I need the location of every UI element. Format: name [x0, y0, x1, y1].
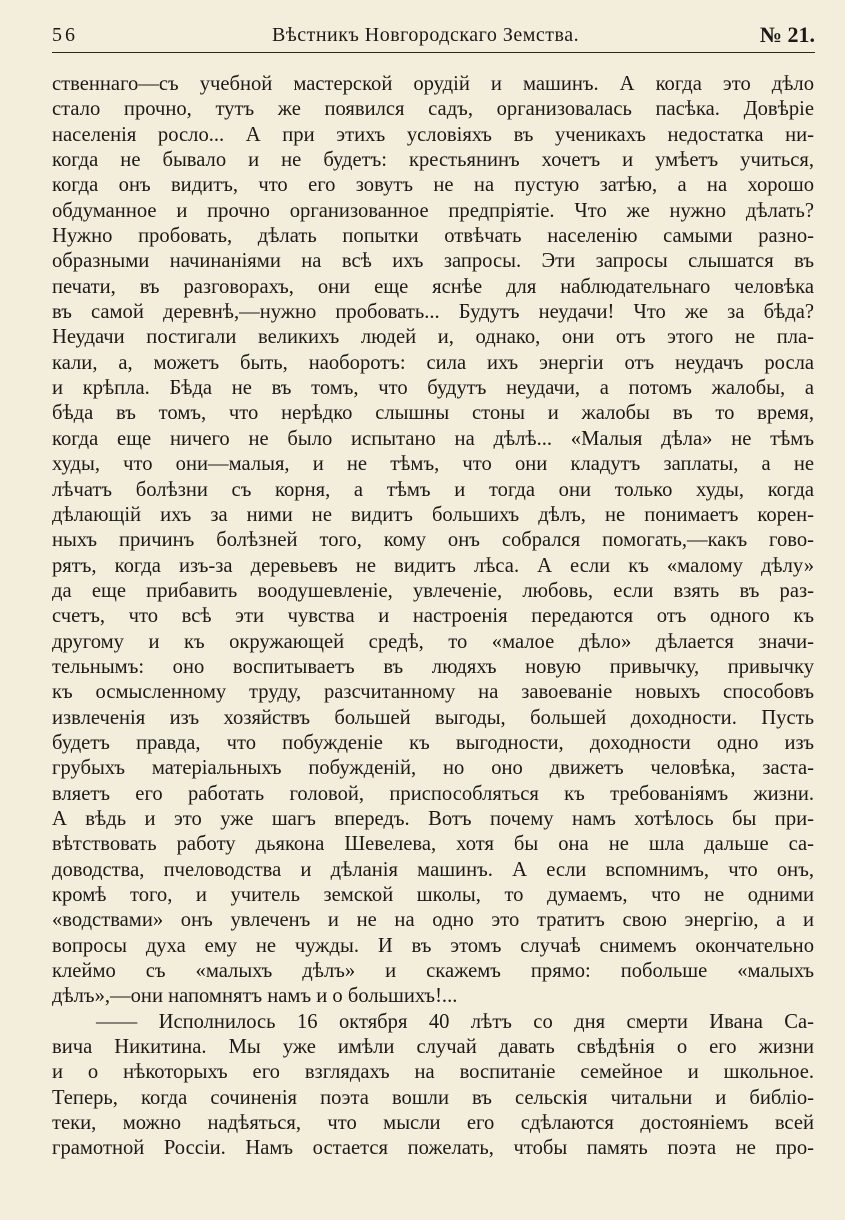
- text-line: рятъ, когда изъ-за деревьевъ не видитъ лѣса. А если къ «малому дѣлу»: [52, 554, 814, 577]
- text-line: тельнымъ: оно воспитываетъ въ людяхъ новую привычку, привычку: [52, 655, 814, 678]
- text-line: вопросы духа ему не чужды. И въ этомъ случаѣ снимемъ окончательно: [52, 934, 814, 957]
- text-line: Теперь, когда сочиненія поэта вошли въ сельскія читальни и библіо-: [52, 1086, 814, 1109]
- page-number: 56: [52, 24, 78, 46]
- issue-number: № 21.: [759, 22, 815, 47]
- journal-title: Вѣстникъ Новгородскаго Земства.: [272, 24, 580, 46]
- text-line: печати, въ разговорахъ, они еще яснѣе для наблюдательнаго человѣка: [52, 275, 814, 298]
- paragraph-start-line: —— Исполнилось 16 октября 40 лѣтъ со дня смерти Ивана Са-: [96, 1010, 814, 1033]
- page-header: [52, 22, 815, 53]
- text-line: будетъ правда, что побужденіе къ выгодности, доходности одно изъ: [52, 731, 814, 754]
- text-line: кромѣ того, и учитель земской школы, то думаемъ, что не одними: [52, 884, 814, 906]
- text-line: въ самой деревнѣ,—нужно пробовать... Будутъ неудачи! Что же за бѣда?: [52, 301, 814, 324]
- text-line: вича Никитина. Мы уже имѣли случай давать свѣдѣнія о его жизни: [52, 1036, 814, 1059]
- text-line: и о нѣкоторыхъ его взглядахъ на воспитаніе семейное и школьное.: [52, 1061, 814, 1084]
- text-line: стало прочно, тутъ же появился садъ, организовалась пасѣка. Довѣріе: [52, 98, 814, 121]
- text-line: худы, что они—малыя, и не тѣмъ, что они кладутъ заплаты, а не: [52, 453, 814, 476]
- text-line: другому и къ окружающей средѣ, то «малое дѣло» дѣлается значи-: [52, 630, 814, 653]
- text-line: ственнаго—съ учебной мастерской орудій и машинъ. А когда это дѣло: [52, 73, 814, 95]
- text-line: Неудачи постигали великихъ людей и, однако, они отъ этого не пла-: [52, 326, 814, 349]
- text-line: и крѣпла. Бѣда не въ томъ, что будутъ неудачи, а потомъ жалобы, а: [52, 377, 814, 400]
- text-line: клеймо съ «малыхъ дѣлъ» и скажемъ прямо: побольше «малыхъ: [52, 960, 814, 983]
- text-line: доводства, пчеловодства и дѣланія машинъ. А если вспомнимъ, что онъ,: [52, 858, 814, 881]
- text-line: обдуманное и прочно организованное предпріятіе. Что же нужно дѣлать?: [52, 199, 814, 222]
- text-line: населенія росло... А при этихъ условіяхъ въ ученикахъ недостатка ни-: [52, 123, 814, 146]
- text-line: извлеченія изъ хозяйствъ большей выгоды, большей доходности. Пусть: [52, 706, 814, 729]
- text-line: счетъ, что всѣ эти чувства и настроенія передаются отъ одного къ: [52, 605, 814, 628]
- text-line: образными начинаніями на всѣ ихъ запросы. Эти запросы слышатся въ: [52, 250, 814, 273]
- text-line: лѣчатъ болѣзни съ корня, а тѣмъ и тогда они только худы, когда: [52, 478, 814, 501]
- text-line: «водствами» онъ увлеченъ и не на одно это тратитъ свою энергію, а и: [52, 909, 814, 932]
- text-line: да еще прибавить воодушевленіе, увлеченіе, любовь, если взять въ раз-: [52, 579, 814, 602]
- text-line: къ осмысленному труду, разсчитанному на завоеваніе новыхъ способовъ: [52, 681, 814, 704]
- text-line: бѣда въ томъ, что нерѣдко слышны стоны и жалобы въ то время,: [52, 402, 814, 425]
- text-line: кали, а, можетъ быть, наоборотъ: сила ихъ энергіи отъ неудачъ росла: [52, 351, 814, 374]
- text-line: ныхъ причинъ болѣзней того, кому онъ собрался помогать,—какъ гово-: [52, 529, 814, 552]
- text-line: когда не бывало и не будетъ: крестьянинъ хочетъ и умѣетъ учиться,: [52, 149, 814, 172]
- text-line: грамотной Россіи. Намъ остается пожелать, чтобы память поэта не про-: [52, 1137, 814, 1160]
- article-body: [52, 72, 814, 1162]
- text-line: грубыхъ матеріальныхъ побужденій, но оно движетъ человѣка, заста-: [52, 757, 814, 780]
- text-line: дѣлающій ихъ за ними не видитъ большихъ дѣлъ, не понимаетъ корен-: [52, 503, 814, 526]
- text-line: когда онъ видитъ, что его зовутъ не на пустую затѣю, а на хорошо: [52, 174, 814, 197]
- text-line: вляетъ его работать головой, приспособляться къ требованіямъ жизни.: [52, 782, 814, 805]
- text-line: дѣлъ»,—они напомнятъ намъ и о большихъ!...: [52, 985, 458, 1008]
- text-line: А вѣдь и это уже шагъ впередъ. Вотъ почему намъ хотѣлось бы при-: [52, 807, 814, 830]
- text-line: вѣтствовать работу дьякона Шевелева, хотя бы она не шла дальше са-: [52, 833, 814, 856]
- text-line: теки, можно надѣяться, что мысли его сдѣлаются достояніемъ всей: [52, 1112, 814, 1135]
- text-line: Нужно пробовать, дѣлать попытки отвѣчать населенію самыми разно-: [52, 225, 814, 248]
- text-line: когда еще ничего не было испытано на дѣлѣ... «Малыя дѣла» не тѣмъ: [52, 427, 814, 450]
